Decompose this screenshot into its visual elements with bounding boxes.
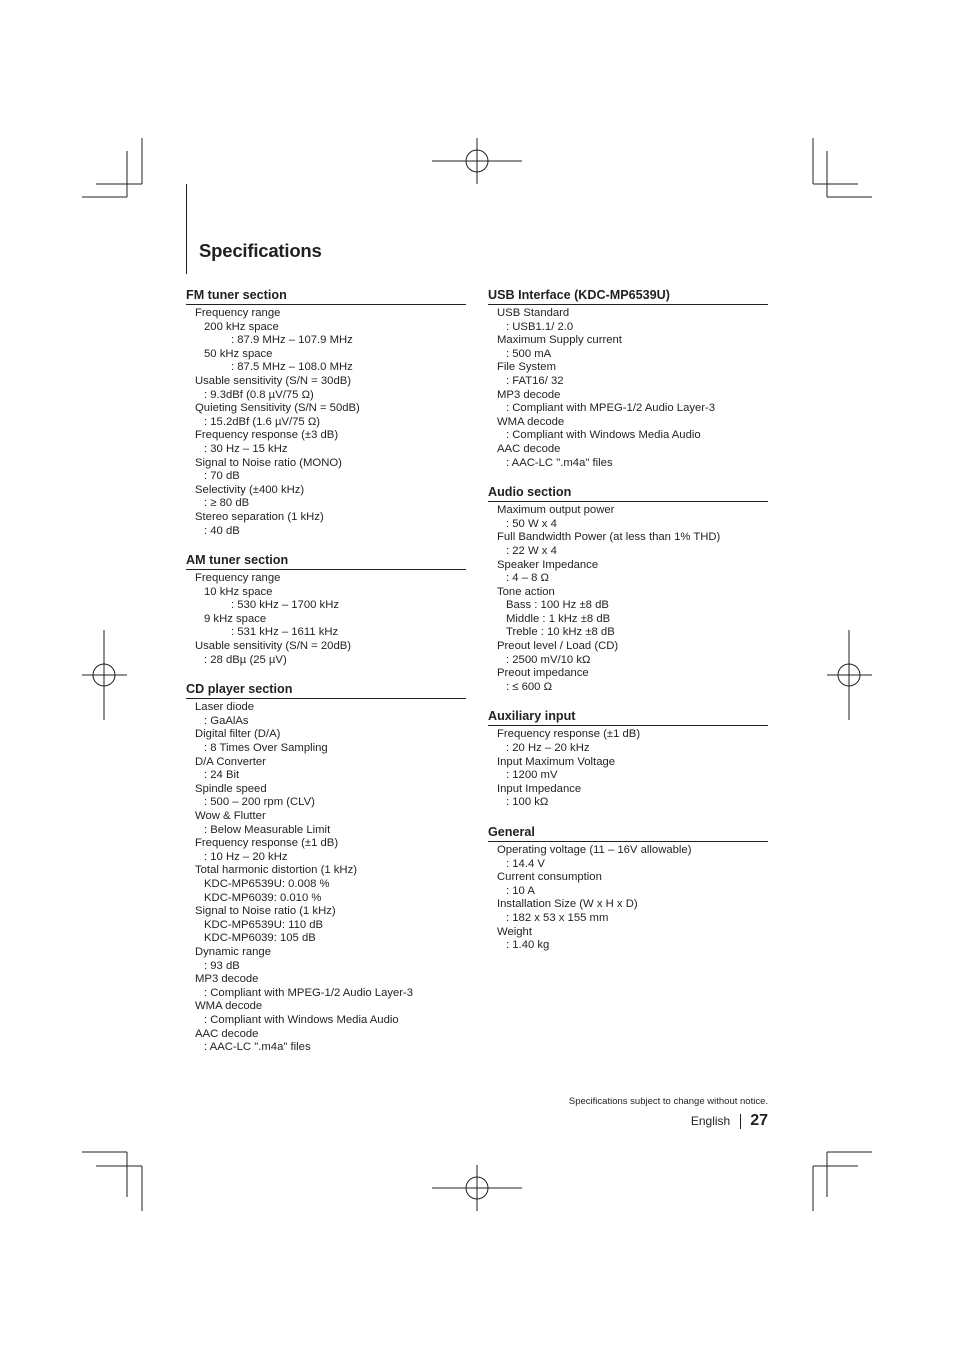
spec-label: Signal to Noise ratio (MONO): [195, 456, 342, 469]
spec-value: : 1.40 kg: [506, 939, 550, 952]
spec-value: 9 kHz space: [204, 612, 267, 625]
spec-value: : 87.9 MHz – 107.9 MHz: [231, 334, 353, 347]
spec-value: Bass : 100 Hz ±8 dB: [506, 599, 609, 612]
spec-label: Maximum output power: [497, 504, 615, 517]
spec-value: : 100 kΩ: [506, 796, 549, 809]
spec-value: : 40 dB: [204, 524, 240, 537]
spec-value: : 2500 mV/10 kΩ: [506, 653, 591, 666]
spec-section: [488, 484, 768, 694]
spec-label: USB Standard: [497, 307, 570, 319]
spec-value: KDC-MP6039: 105 dB: [204, 932, 316, 945]
left-column: [186, 287, 466, 1069]
spec-value: : 70 dB: [204, 470, 240, 483]
spec-value: 10 kHz space: [204, 585, 273, 598]
spec-value: KDC-MP6539U: 0.008 %: [204, 877, 330, 890]
spec-value: : Compliant with Windows Media Audio: [506, 429, 701, 442]
spec-value: : Compliant with Windows Media Audio: [204, 1013, 399, 1026]
spec-value: : 10 A: [506, 884, 535, 897]
spec-value: : 500 – 200 rpm (CLV): [204, 796, 315, 809]
spec-label: MP3 decode: [195, 973, 259, 986]
page-title: Specifications: [199, 240, 322, 261]
spec-label: Input Maximum Voltage: [497, 755, 616, 768]
spec-value: : 15.2dBf (1.6 µV/75 Ω): [204, 415, 321, 428]
change-notice: Specifications subject to change without notice.: [568, 1096, 768, 1107]
spec-label: Installation Size (W x H x D): [497, 898, 638, 911]
spec-label: Usable sensitivity (S/N = 30dB): [195, 374, 352, 387]
spec-value: : 87.5 MHz – 108.0 MHz: [231, 361, 353, 374]
spec-value: 200 kHz space: [204, 320, 279, 333]
spec-label: MP3 decode: [497, 388, 561, 401]
spec-value: : Compliant with MPEG-1/2 Audio Layer-3: [506, 402, 716, 415]
spec-section: [488, 287, 768, 470]
spec-value: : AAC-LC ".m4a" files: [506, 456, 613, 469]
spec-value: : 22 W x 4: [506, 544, 557, 557]
spec-label: File System: [497, 361, 557, 374]
spec-value: : Compliant with MPEG-1/2 Audio Layer-3: [204, 986, 414, 999]
spec-section: [488, 708, 768, 810]
spec-value: : ≥ 80 dB: [204, 497, 250, 510]
spec-label: Quieting Sensitivity (S/N = 50dB): [195, 402, 360, 415]
spec-label: Laser diode: [195, 701, 255, 714]
spec-label: WMA decode: [497, 415, 565, 428]
spec-value: : GaAlAs: [204, 714, 249, 727]
spec-label: Signal to Noise ratio (1 kHz): [195, 905, 336, 918]
spec-value: : 530 kHz – 1700 kHz: [231, 599, 340, 612]
spec-section: [186, 287, 466, 538]
spec-label: Weight: [497, 925, 532, 938]
spec-label: Maximum Supply current: [497, 334, 622, 347]
spec-label: AAC decode: [497, 442, 561, 455]
spec-label: WMA decode: [195, 1000, 263, 1013]
footer-language: English: [690, 1114, 731, 1128]
section-heading: AM tuner section: [186, 552, 466, 570]
section-heading: General: [488, 824, 768, 842]
title-rule: [186, 184, 187, 274]
spec-label: Input Impedance: [497, 782, 582, 795]
spec-value: : FAT16/ 32: [506, 374, 564, 387]
section-heading: USB Interface (KDC-MP6539U): [488, 287, 768, 305]
section-heading: Audio section: [488, 484, 768, 502]
spec-label: Speaker Impedance: [497, 558, 599, 571]
spec-value: : 500 mA: [506, 347, 552, 360]
spec-label: Preout impedance: [497, 667, 589, 680]
spec-label: Full Bandwidth Power (at less than 1% THD): [497, 531, 721, 544]
section-heading: Auxiliary input: [488, 708, 768, 726]
spec-value: : 8 Times Over Sampling: [204, 742, 328, 755]
spec-value: : 9.3dBf (0.8 µV/75 Ω): [204, 388, 314, 401]
spec-label: Frequency response (±1 dB): [497, 728, 641, 741]
spec-label: Wow & Flutter: [195, 810, 266, 822]
footer-divider: [740, 1114, 741, 1129]
spec-label: Spindle speed: [195, 782, 267, 795]
spec-value: : 10 Hz – 20 kHz: [204, 850, 288, 863]
spec-label: Total harmonic distortion (1 kHz): [195, 864, 357, 877]
spec-value: : ≤ 600 Ω: [506, 680, 553, 693]
spec-label: Frequency response (±3 dB): [195, 429, 339, 442]
spec-section: [186, 681, 466, 1054]
spec-value: : 4 – 8 Ω: [506, 572, 549, 585]
spec-value: : 531 kHz – 1611 kHz: [231, 626, 339, 639]
spec-value: Treble : 10 kHz ±8 dB: [506, 626, 615, 639]
section-heading: CD player section: [186, 681, 466, 699]
spec-value: Middle : 1 kHz ±8 dB: [506, 612, 611, 625]
spec-value: : USB1.1/ 2.0: [506, 320, 574, 333]
spec-value: : 14.4 V: [506, 857, 545, 870]
spec-value: 50 kHz space: [204, 347, 273, 360]
spec-section: [488, 824, 768, 953]
spec-label: Frequency response (±1 dB): [195, 837, 339, 850]
spec-label: Dynamic range: [195, 945, 271, 958]
spec-value: : 182 x 53 x 155 mm: [506, 911, 609, 924]
spec-value: : 1200 mV: [506, 769, 558, 782]
spec-value: : AAC-LC ".m4a" files: [204, 1041, 311, 1054]
spec-label: Preout level / Load (CD): [497, 640, 619, 653]
spec-value: : 28 dBµ (25 µV): [204, 653, 287, 666]
spec-value: : 93 dB: [204, 959, 240, 972]
page-number: 27: [750, 1112, 768, 1129]
spec-label: D/A Converter: [195, 755, 266, 768]
spec-value: KDC-MP6539U: 110 dB: [204, 918, 324, 931]
spec-label: Frequency range: [195, 572, 281, 585]
spec-label: AAC decode: [195, 1027, 259, 1040]
spec-value: : 30 Hz – 15 kHz: [204, 442, 288, 455]
spec-label: Digital filter (D/A): [195, 728, 281, 741]
spec-value: KDC-MP6039: 0.010 %: [204, 891, 322, 904]
page-footer: [691, 1111, 768, 1131]
spec-value: : 20 Hz – 20 kHz: [506, 742, 590, 755]
spec-label: Current consumption: [497, 871, 602, 884]
spec-label: Tone action: [497, 585, 555, 598]
spec-label: Usable sensitivity (S/N = 20dB): [195, 640, 352, 653]
section-heading: FM tuner section: [186, 287, 466, 305]
spec-value: : 50 W x 4: [506, 517, 557, 530]
spec-label: Selectivity (±400 kHz): [195, 483, 305, 496]
spec-value: : Below Measurable Limit: [204, 823, 331, 836]
right-column: [488, 287, 768, 967]
spec-section: [186, 552, 466, 667]
spec-label: Stereo separation (1 kHz): [195, 510, 324, 523]
spec-label: Frequency range: [195, 307, 281, 319]
spec-label: Operating voltage (11 – 16V allowable): [497, 844, 692, 856]
spec-value: : 24 Bit: [204, 769, 240, 782]
